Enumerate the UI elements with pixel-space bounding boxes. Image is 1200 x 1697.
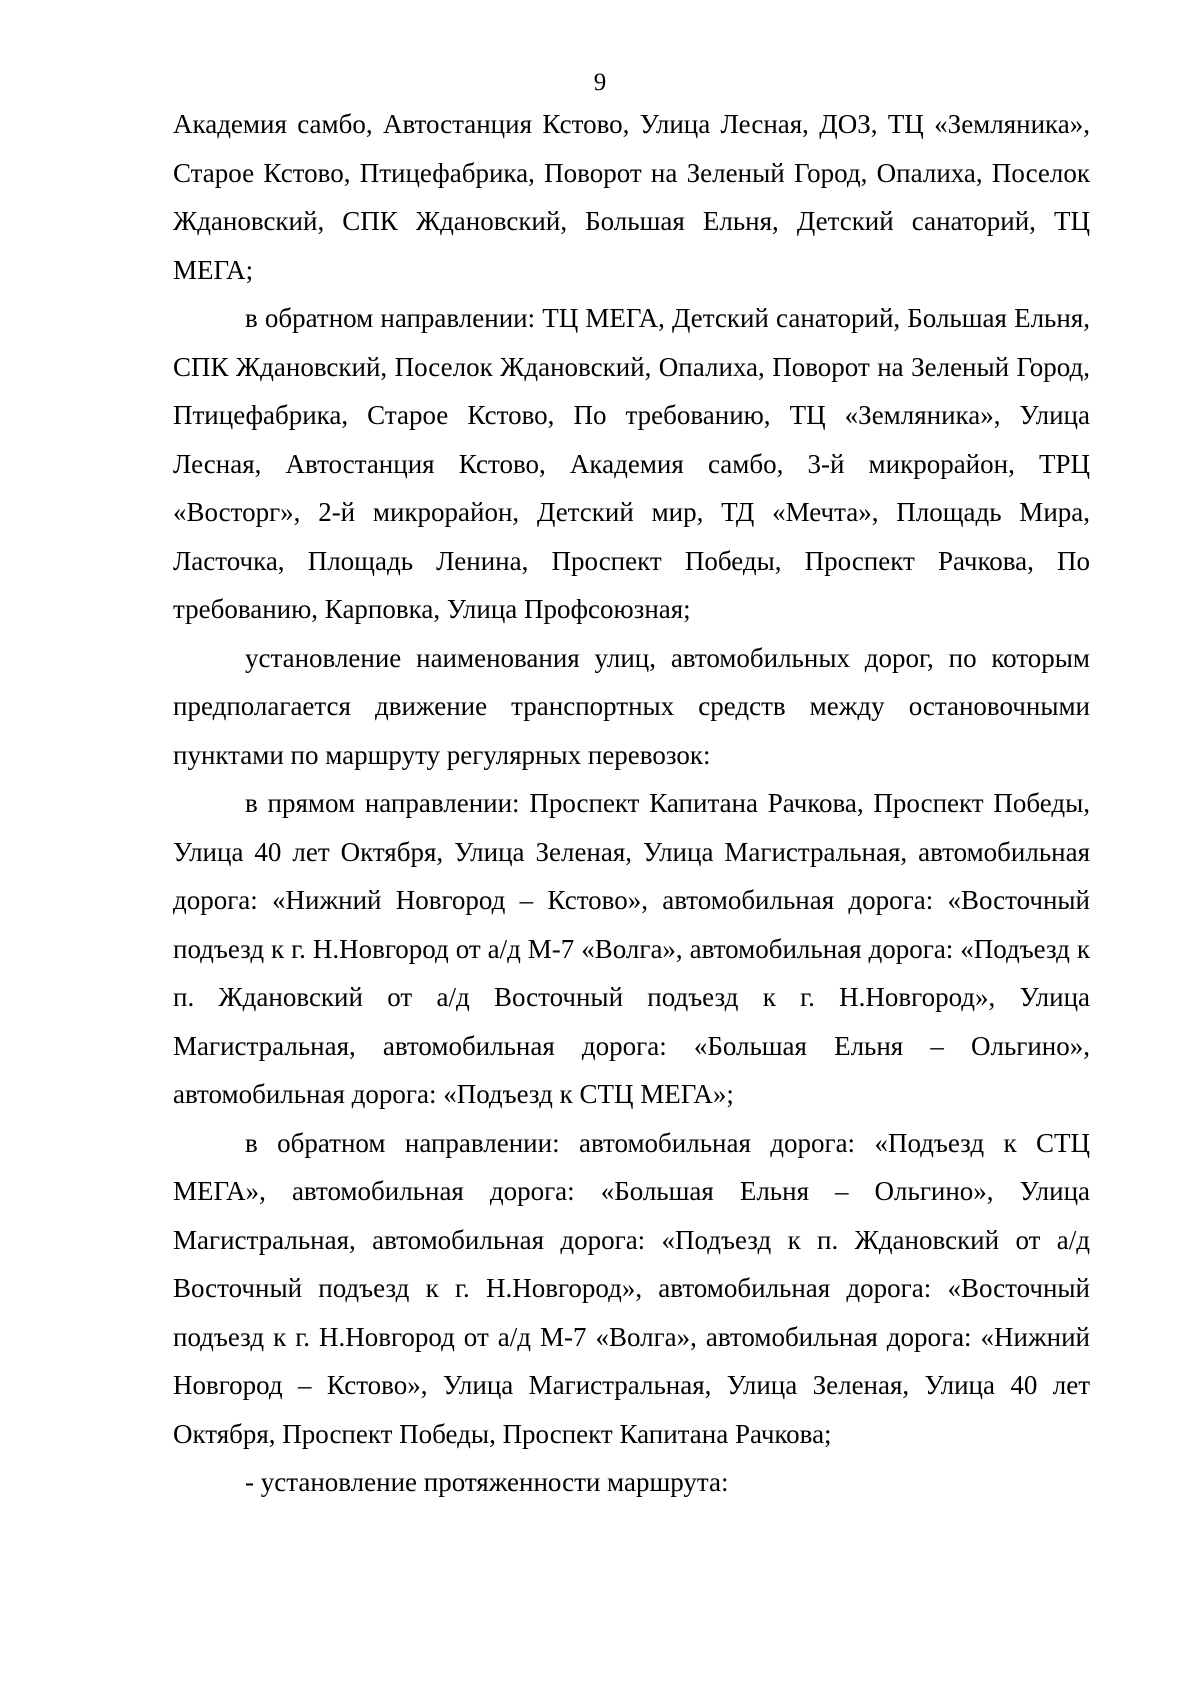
paragraph-street-names-heading: установление наименования улиц, автомобильных дорог, по которым предполагается движение транспортных средств между остановочными пунктами по маршруту регулярных перевозок: bbox=[173, 642, 1090, 770]
paragraph-return-direction-streets: в обратном направлении: автомобильная дорога: «Подъезд к СТЦ МЕГА», автомобильная дорога: «Большая Ельня – Ольгино», Улица Магистральная, автомобильная дорога: «Подъезд к п. Ждановский от а/д Восточный подъезд к г. Н.Новгород», автомобильная дорога: «Восточный подъезд к г. Н.Новгород от а/д М-7 «Волга», автомобильная дорога: «Нижний Новгород – Кстово», Улица Магистральная, Улица Зеленая, Улица 40 лет Октября, Проспект Победы, Проспект Капитана Рачкова; bbox=[173, 1127, 1090, 1449]
paragraph-return-direction-stops: в обратном направлении: ТЦ МЕГА, Детский санаторий, Большая Ельня, СПК Ждановский, Поселок Ждановский, Опалиха, Поворот на Зеленый Город, Птицефабрика, Старое Кстово, По требованию, ТЦ «Земляника», Улица Лесная, Автостанция Кстово, Академия самбо, 3-й микрорайон, ТРЦ «Восторг», 2-й микрорайон, Детский мир, ТД «Мечта», Площадь Мира, Ласточка, Площадь Ленина, Проспект Победы, Проспект Рачкова, По требованию, Карповка, Улица Профсоюзная; bbox=[173, 303, 1090, 624]
paragraph-route-length: - установление протяженности маршрута: bbox=[245, 1467, 729, 1497]
paragraph-forward-direction-streets: в прямом направлении: Проспект Капитана Рачкова, Проспект Победы, Улица 40 лет Октября, Улица Зеленая, Улица Магистральная, автомобильная дорога: «Нижний Новгород – Кстово», автомобильная дорога: «Восточный подъезд к г. Н.Новгород от а/д М-7 «Волга», автомобильная дорога: «Подъезд к п. Ждановский от а/д Восточный подъезд к г. Н.Новгород», Улица Магистральная, автомобильная дорога: «Большая Ельня – Ольгино», автомобильная дорога: «Подъезд к СТЦ МЕГА»; bbox=[173, 788, 1090, 1109]
document-body bbox=[173, 100, 1090, 1507]
paragraph-forward-stops-continuation: Академия самбо, Автостанция Кстово, Улица Лесная, ДОЗ, ТЦ «Земляника», Старое Кстово, Птицефабрика, Поворот на Зеленый Город, Опалиха, Поселок Ждановский, СПК Ждановский, Большая Ельня, Детский санаторий, ТЦ МЕГА; bbox=[173, 109, 1090, 285]
page-number: 9 bbox=[593, 69, 607, 96]
